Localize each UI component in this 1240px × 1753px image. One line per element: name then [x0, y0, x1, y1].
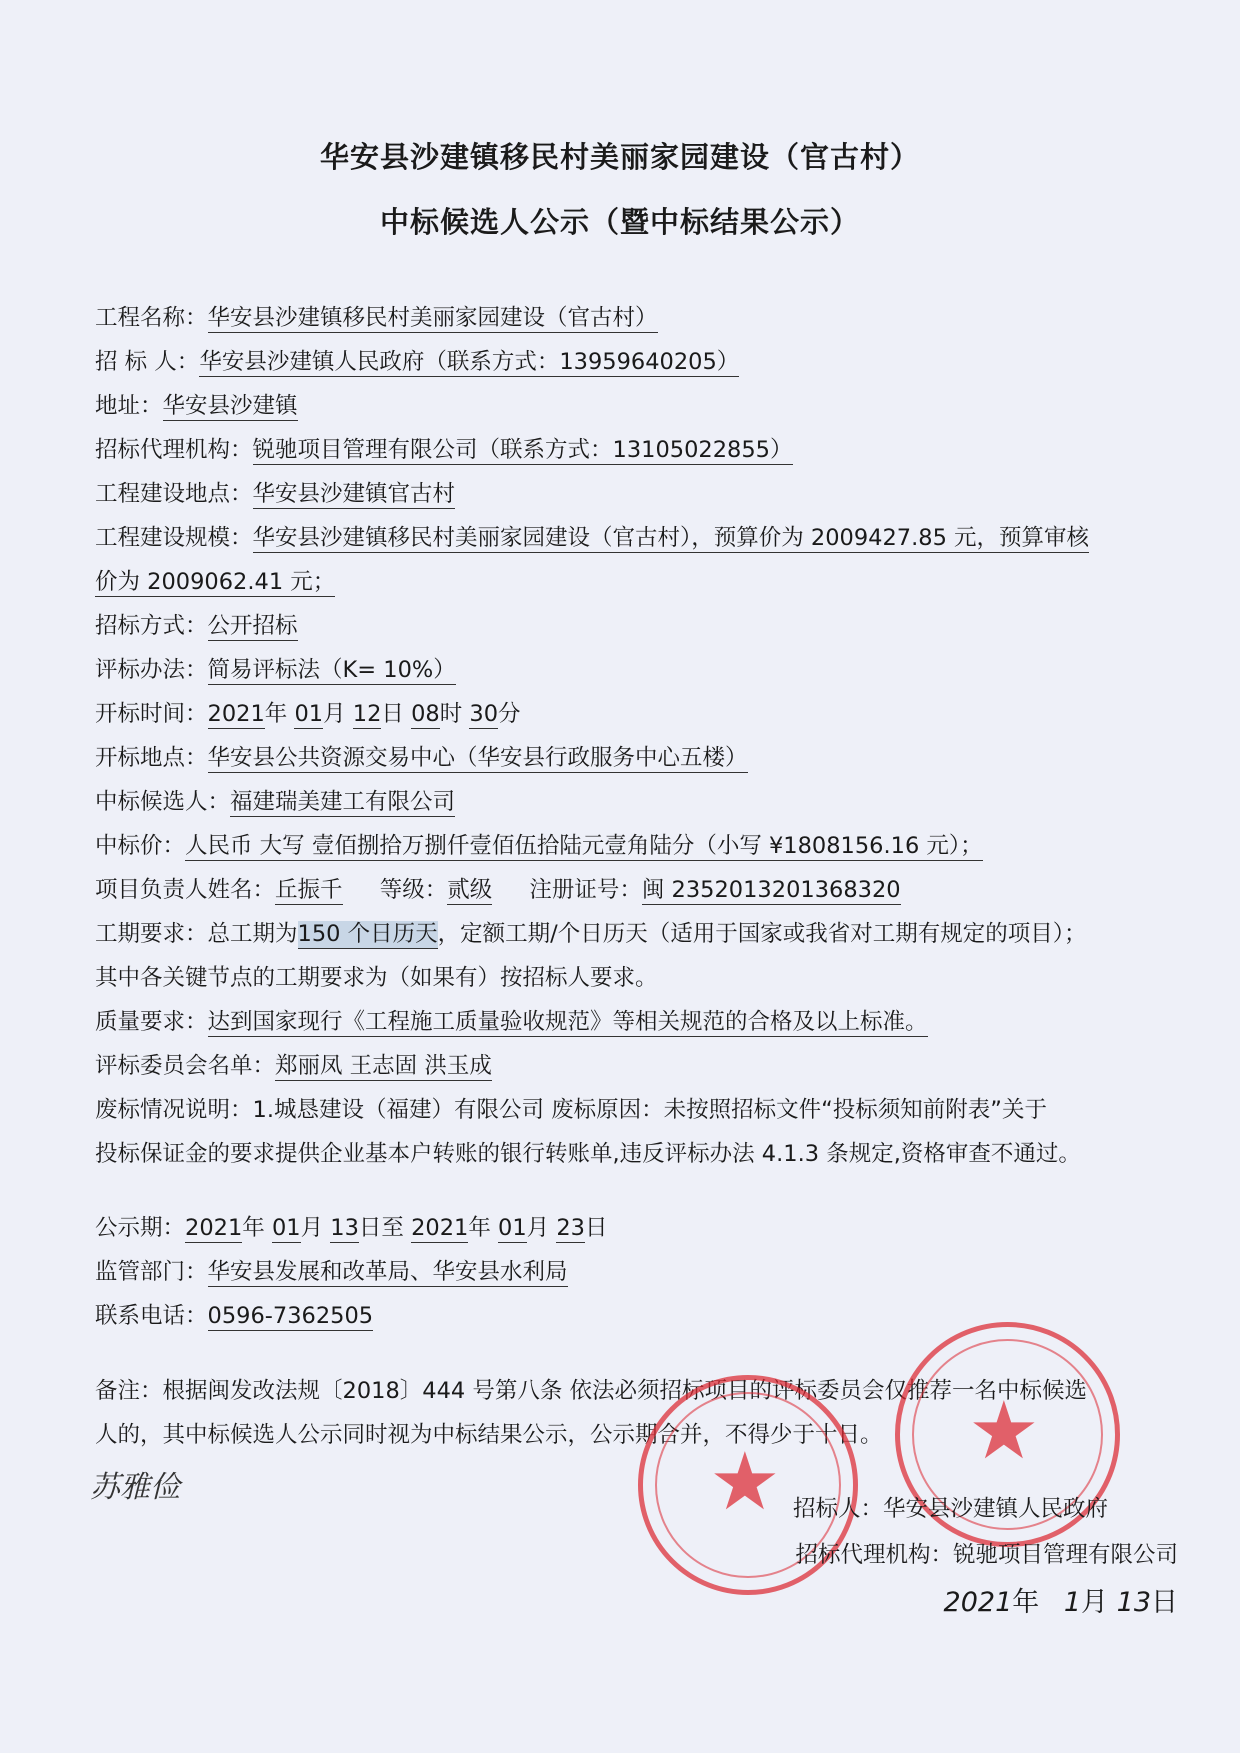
committee-label: 评标委员会名单： [95, 1053, 276, 1079]
agency-seal-star-icon: ★ [709, 1435, 781, 1528]
tenderer-seal-star-icon: ★ [968, 1384, 1040, 1477]
duration-days: 150 个日历天 [297, 921, 438, 947]
rejection-line-1: 1.城恳建设（福建）有限公司 废标原因：未按照招标文件“投标须知前附表”关于 [252, 1097, 1047, 1123]
manager-label: 项目负责人姓名： [95, 877, 276, 903]
open-time-minute: 30 [469, 701, 499, 727]
period-end-day: 23 [556, 1215, 585, 1241]
scale-value-line-1: 华安县沙建镇移民村美丽家园建设（官古村），预算价为 2009427.85 元，预算审核 [252, 525, 1090, 551]
period-start-year: 2021 [185, 1215, 243, 1241]
tenderer-label: 招 标 人： [95, 349, 200, 375]
supervision-label: 监管部门： [95, 1259, 208, 1285]
period-start-day: 13 [330, 1215, 359, 1241]
phone-value: 0596-7362505 [207, 1303, 374, 1329]
open-place-row [95, 743, 1180, 773]
sign-date [944, 1588, 1178, 1618]
manager-grade: 贰级 [447, 877, 493, 903]
open-time-year: 2021 [207, 701, 265, 727]
price-value: 人民币 大写 壹佰捌拾万捌仟壹佰伍拾陆元壹角陆分（小写 ¥1808156.16 元）； [185, 833, 983, 859]
open-time-minute-unit: 分 [498, 701, 521, 727]
candidate-row [95, 787, 1180, 817]
project-name-label: 工程名称： [95, 305, 208, 331]
sign-date-month-unit: 月 [1081, 1587, 1109, 1618]
duration-row-2 [95, 963, 1180, 993]
method-label: 招标方式： [95, 613, 208, 639]
period-start-month: 01 [271, 1215, 301, 1241]
sign-date-month: 1 [1063, 1587, 1082, 1618]
manager-row [95, 875, 1180, 905]
phone-label: 联系电话： [95, 1303, 208, 1329]
open-time-month: 01 [294, 701, 324, 727]
project-name-row [95, 303, 1180, 333]
quality-row [95, 1007, 1180, 1037]
open-time-label: 开标时间： [95, 701, 208, 727]
open-time-day-unit: 日 [381, 701, 404, 727]
open-time-hour-unit: 时 [439, 701, 463, 727]
period-label: 公示期： [95, 1215, 186, 1241]
agency-contact: （联系方式：13105022855） [477, 437, 793, 463]
manager-reg-label: 注册证号： [529, 877, 642, 903]
evaluation-label: 评标办法： [95, 657, 208, 683]
site-label: 工程建设地点： [95, 481, 253, 507]
sign-date-day-unit: 日 [1151, 1587, 1178, 1618]
candidate-label: 中标候选人： [95, 789, 231, 815]
evaluation-row [95, 655, 1180, 685]
open-time-hour: 08 [411, 701, 440, 727]
period-end-year: 2021 [411, 1215, 469, 1241]
method-row [95, 611, 1180, 641]
period-unit-year-2: 年 [468, 1215, 491, 1241]
duration-rest: ，定额工期/个日历天（适用于国家或我省对工期有规定的项目）； [437, 921, 1087, 947]
period-unit-month-2: 月 [526, 1215, 550, 1241]
quality-label: 质量要求： [95, 1009, 208, 1035]
period-to: 日至 [358, 1215, 404, 1241]
open-place-label: 开标地点： [95, 745, 208, 771]
period-unit-month: 月 [300, 1215, 324, 1241]
sign-date-day: 13 [1116, 1587, 1151, 1618]
price-row [95, 831, 1180, 861]
rejection-line-2: 投标保证金的要求提供企业基本户转账的银行转账单,违反评标办法 4.1.3 条规定,资格审查不通过。 [95, 1141, 1081, 1167]
supervision-row [95, 1257, 1180, 1287]
period-unit-day: 日 [584, 1215, 608, 1241]
manager-grade-label: 等级： [379, 877, 448, 903]
method-value: 公开招标 [207, 613, 298, 639]
supervision-value: 华安县发展和改革局、华安县水利局 [207, 1259, 568, 1285]
title-line-1: 华安县沙建镇移民村美丽家园建设（官古村） [319, 140, 920, 174]
period-end-month: 01 [498, 1215, 527, 1241]
handwritten-signature: 苏雅俭 [90, 1470, 180, 1505]
period-row [95, 1213, 1180, 1243]
address-label: 地址： [95, 393, 163, 419]
scale-value-line-2: 价为 2009062.41 元； [95, 569, 336, 595]
committee-value: 郑丽凤 王志固 洪玉成 [275, 1053, 492, 1079]
tenderer-value: 华安县沙建镇人民政府 [199, 349, 425, 375]
address-value: 华安县沙建镇 [162, 393, 298, 419]
period-unit-year: 年 [242, 1215, 265, 1241]
agency-label: 招标代理机构： [95, 437, 253, 463]
scale-row-2 [95, 567, 1180, 597]
sign-date-year-unit: 年 [1012, 1587, 1040, 1618]
tenderer-contact: （联系方式：13959640205） [424, 349, 740, 375]
open-time-month-unit: 月 [323, 701, 346, 727]
agency-value: 锐驰项目管理有限公司 [252, 437, 478, 463]
rejection-row-2 [95, 1139, 1180, 1169]
rejection-row [95, 1095, 1180, 1125]
site-row [95, 479, 1180, 509]
open-time-day: 12 [352, 701, 382, 727]
sign-tenderer: 招标人：华安县沙建镇人民政府 [792, 1496, 1108, 1522]
quality-value: 达到国家现行《工程施工质量验收规范》等相关规范的合格及以上标准。 [207, 1009, 928, 1035]
duration-row [95, 919, 1180, 949]
note-line-2: 人的，其中标候选人公示同时视为中标结果公示，公示期合并，不得少于十日。 [95, 1422, 883, 1448]
committee-row [95, 1051, 1180, 1081]
rejection-label: 废标情况说明： [95, 1097, 253, 1123]
agency-row [95, 435, 1180, 465]
manager-name: 丘振千 [275, 877, 343, 903]
open-place-value: 华安县公共资源交易中心（华安县行政服务中心五楼） [207, 745, 748, 771]
scale-label: 工程建设规模： [95, 525, 253, 551]
evaluation-value: 简易评标法（K= 10%） [207, 657, 456, 683]
address-row [95, 391, 1180, 421]
open-time-row [95, 699, 1180, 729]
site-value: 华安县沙建镇官古村 [252, 481, 456, 507]
candidate-value: 福建瑞美建工有限公司 [230, 789, 456, 815]
scale-row [95, 523, 1180, 553]
open-time-year-unit: 年 [264, 701, 288, 727]
duration-line-2: 其中各关键节点的工期要求为（如果有）按招标人要求。 [95, 965, 658, 991]
sign-agency: 招标代理机构：锐驰项目管理有限公司 [795, 1542, 1178, 1568]
note-line-1: 备注：根据闽发改法规〔2018〕444 号第八条 依法必须招标项目的评标委员会仅推荐一名中标候选 [95, 1378, 1088, 1404]
tenderer-row [95, 347, 1180, 377]
sign-date-year: 2021 [943, 1587, 1013, 1618]
title-line-2: 中标候选人公示（暨中标结果公示） [379, 205, 860, 239]
project-name-value: 华安县沙建镇移民村美丽家园建设（官古村） [207, 305, 658, 331]
manager-reg: 闽 2352013201368320 [641, 877, 901, 903]
price-label: 中标价： [95, 833, 186, 859]
duration-label: 工期要求：总工期为 [95, 921, 298, 947]
